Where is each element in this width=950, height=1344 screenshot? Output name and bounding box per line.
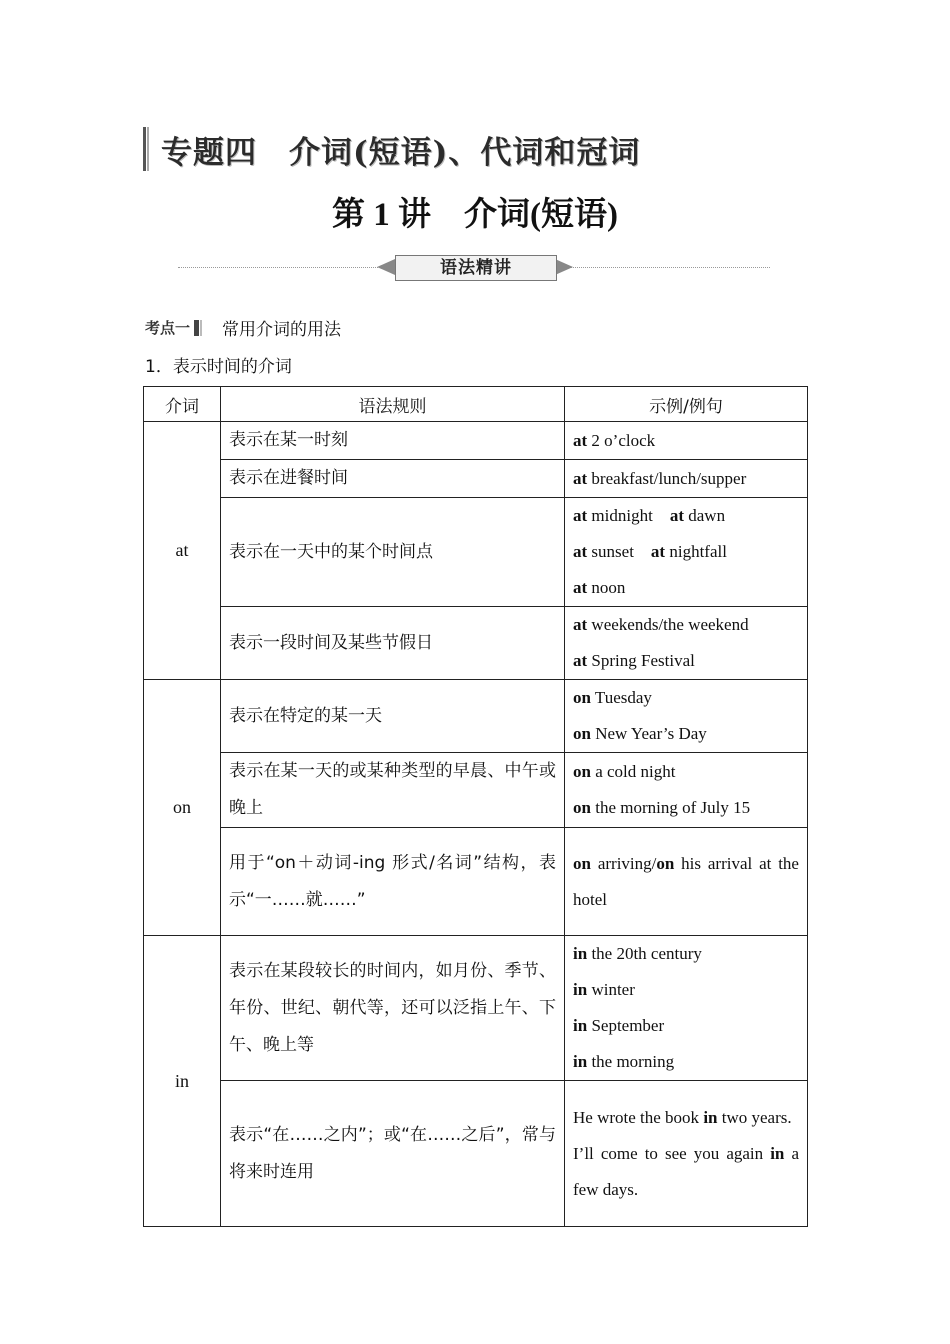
example-line — [573, 570, 799, 606]
ribbon-right-tail-icon — [555, 259, 573, 275]
example-line — [573, 754, 799, 790]
example-line — [573, 846, 799, 918]
kaodian-title: 常用介词的用法 — [222, 320, 342, 340]
example-text: Tuesday — [590, 688, 652, 707]
example-keyword: at — [573, 468, 588, 488]
example-text: I’ll come to see you again — [573, 1143, 771, 1163]
example-keyword: in — [573, 1052, 588, 1071]
header-example: 示例/例句 — [565, 387, 808, 422]
example-keyword: at — [650, 542, 666, 561]
example-text: winter — [587, 980, 635, 999]
example-line — [573, 716, 799, 752]
table-row — [144, 936, 808, 1081]
example-text: New Year’s Day — [590, 724, 707, 743]
example-cell — [565, 753, 808, 828]
example-line — [573, 1044, 799, 1080]
table-row — [144, 680, 808, 753]
table-row — [144, 607, 808, 680]
example-text: the 20th century — [587, 944, 702, 963]
lecture-title: 第 1 讲 介词(短语) — [332, 197, 618, 233]
example-line — [573, 423, 799, 459]
topic-bar-decoration — [143, 127, 149, 171]
example-keyword: in — [573, 1016, 588, 1035]
example-keyword: on — [573, 853, 591, 873]
example-keyword: on — [573, 762, 591, 781]
example-text: two years. — [717, 1107, 792, 1127]
example-keyword: in — [573, 944, 588, 963]
rule-cell: 用于“on＋动词-ing 形式/名词”结构，表示“一……就……” — [221, 828, 565, 936]
example-sentence — [573, 1136, 799, 1208]
table-row — [144, 422, 808, 460]
table-row — [144, 460, 808, 498]
rule-cell: 表示“在……之内”；或“在……之后”，常与将来时连用 — [221, 1081, 565, 1227]
example-text: the morning of July 15 — [590, 798, 751, 817]
example-keyword: on — [573, 798, 591, 817]
example-cell — [565, 498, 808, 607]
header-rule: 语法规则 — [221, 387, 565, 422]
example-text: sunset — [587, 542, 634, 561]
example-text: breakfast/lunch/supper — [587, 468, 747, 488]
example-cell — [565, 460, 808, 498]
example-line — [573, 936, 799, 972]
example-cell — [565, 422, 808, 460]
prep-cell: at — [144, 422, 221, 680]
example-text: weekends/the weekend — [587, 615, 749, 634]
example-keyword: in — [703, 1107, 718, 1127]
rule-cell: 表示在某一天的或某种类型的早晨、中午或晚上 — [221, 753, 565, 828]
kaodian-marker-icon — [194, 320, 202, 336]
section-banner — [178, 254, 770, 282]
table-row — [144, 498, 808, 607]
example-text: his arrival at the hotel — [573, 853, 799, 909]
example-text: a cold night — [590, 762, 676, 781]
example-line — [573, 461, 799, 497]
rule-cell: 表示一段时间及某些节假日 — [221, 607, 565, 680]
table-row — [144, 828, 808, 936]
example-line — [573, 972, 799, 1008]
rule-cell: 表示在进餐时间 — [221, 460, 565, 498]
example-text: nightfall — [665, 542, 727, 561]
example-keyword: on — [656, 853, 675, 873]
banner-label: 语法精讲 — [395, 255, 557, 281]
example-cell — [565, 607, 808, 680]
example-line — [573, 1008, 799, 1044]
example-line — [573, 607, 799, 643]
example-text: midnight — [587, 506, 653, 525]
example-text: September — [587, 1016, 665, 1035]
section-heading: 1．表示时间的介词 — [145, 357, 292, 377]
example-keyword: at — [573, 430, 588, 450]
example-text: He wrote the book — [573, 1107, 704, 1127]
kaodian-label: 考点一 — [145, 319, 191, 337]
example-keyword: at — [573, 578, 588, 597]
example-text: 2 o’clock — [587, 430, 656, 450]
table-row — [144, 753, 808, 828]
example-cell — [565, 936, 808, 1081]
banner-ribbon — [375, 254, 575, 282]
example-line — [573, 534, 799, 570]
ribbon-left-tail-icon — [377, 259, 395, 275]
example-cell — [565, 828, 808, 936]
rule-cell: 表示在某段较长的时间内，如月份、季节、年份、世纪、朝代等，还可以泛指上午、下午、晚上等 — [221, 936, 565, 1081]
example-keyword: in — [573, 980, 588, 999]
example-keyword: at — [573, 506, 588, 525]
example-text: dawn — [684, 506, 726, 525]
example-keyword: at — [669, 506, 684, 525]
example-cell — [565, 680, 808, 753]
example-keyword: at — [573, 651, 588, 670]
topic-header — [143, 126, 640, 172]
preposition-table — [143, 386, 808, 1227]
topic-title: 专题四 介词(短语)、代词和冠词 — [161, 134, 641, 171]
kaodian-heading — [145, 315, 341, 340]
table-body — [144, 422, 808, 1227]
example-line — [573, 498, 799, 534]
prep-cell: on — [144, 680, 221, 936]
table-header-row — [144, 387, 808, 422]
rule-cell: 表示在某一时刻 — [221, 422, 565, 460]
example-text: noon — [587, 578, 626, 597]
example-line — [573, 643, 799, 679]
example-keyword: on — [573, 724, 591, 743]
example-keyword: in — [770, 1143, 785, 1163]
example-cell — [565, 1081, 808, 1227]
rule-cell: 表示在一天中的某个时间点 — [221, 498, 565, 607]
example-text: Spring Festival — [587, 651, 695, 670]
example-line — [573, 790, 799, 826]
rule-cell: 表示在特定的某一天 — [221, 680, 565, 753]
example-text: a few days. — [573, 1143, 799, 1199]
example-text: the morning — [587, 1052, 675, 1071]
example-text: arriving/ — [590, 853, 657, 873]
example-line — [573, 680, 799, 716]
table-row — [144, 1081, 808, 1227]
example-keyword: at — [573, 542, 588, 561]
prep-cell: in — [144, 936, 221, 1227]
example-sentence — [573, 1100, 799, 1136]
example-keyword: on — [573, 688, 591, 707]
example-keyword: at — [573, 615, 588, 634]
header-prep: 介词 — [144, 387, 221, 422]
